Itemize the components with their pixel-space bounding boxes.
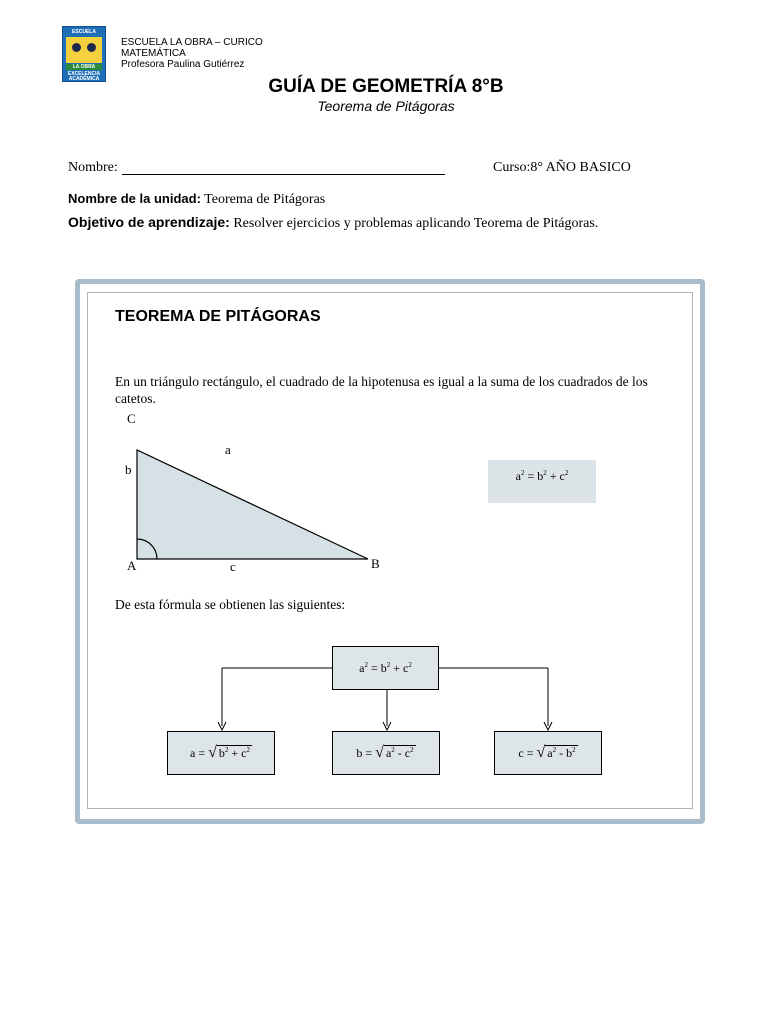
root-formula-box xyxy=(332,646,439,690)
side-a-label: a xyxy=(225,442,231,457)
sqrt-icon: √ xyxy=(536,744,546,761)
vertex-a-label: A xyxy=(127,558,137,573)
theorem-statement: En un triángulo rectángulo, el cuadrado de la hipotenusa es igual a la suma de los cuadrados de los catetos. xyxy=(115,374,648,406)
objetivo-value: Resolver ejercicios y problemas aplicando Teorema de Pitágoras. xyxy=(233,216,599,231)
vertex-b-label: B xyxy=(371,556,380,571)
unidad-value: Teorema de Pitágoras xyxy=(204,192,326,207)
side-c-label: c xyxy=(230,559,236,574)
side-b-label: b xyxy=(125,462,132,477)
vertex-c-label: C xyxy=(127,411,136,426)
arrow-heads xyxy=(218,722,552,730)
derivations-intro: De esta fórmula se obtienen las siguientes: xyxy=(115,597,346,612)
logo-band-text: LA OBRA xyxy=(66,64,102,70)
formula-text: $a^2 = b^2 + c^2$ xyxy=(515,469,569,483)
header-school: ESCUELA LA OBRA – CURICO xyxy=(121,37,263,48)
page-subtitle: Teorema de Pitágoras xyxy=(317,98,455,114)
logo-bottom-line1: EXCELENCIA xyxy=(67,71,101,77)
nombre-label: Nombre: xyxy=(68,160,118,175)
sqrt-icon: √ xyxy=(208,744,217,761)
page-title: GUÍA DE GEOMETRÍA 8°B xyxy=(268,76,504,97)
objetivo-label: Objetivo de aprendizaje: xyxy=(68,214,230,230)
sqrt-icon: √ xyxy=(375,744,384,761)
derived-formula-c: c = √ $a^2 - b^2$ xyxy=(494,731,602,775)
logo-top-text: ESCUELA xyxy=(72,29,96,35)
right-triangle xyxy=(137,450,368,559)
unidad-label: Nombre de la unidad: xyxy=(68,191,201,206)
pythagoras-formula-box xyxy=(488,460,596,503)
header-subject: MATEMÁTICA xyxy=(121,48,186,59)
derived-formula-a: a = √ $b^2 + c^2$ xyxy=(167,731,275,775)
logo-bottom-line2: ACADÉMICA xyxy=(68,76,100,82)
curso-label: Curso:8° AÑO BASICO xyxy=(493,160,631,175)
derived-formula-b: b = √ $a^2 - c^2$ xyxy=(332,731,440,775)
formula-text: $a^2 = b^2 + c^2$ xyxy=(359,660,412,675)
box-title: TEOREMA DE PITÁGORAS xyxy=(115,308,321,325)
header-teacher: Profesora Paulina Gutiérrez xyxy=(121,59,245,70)
